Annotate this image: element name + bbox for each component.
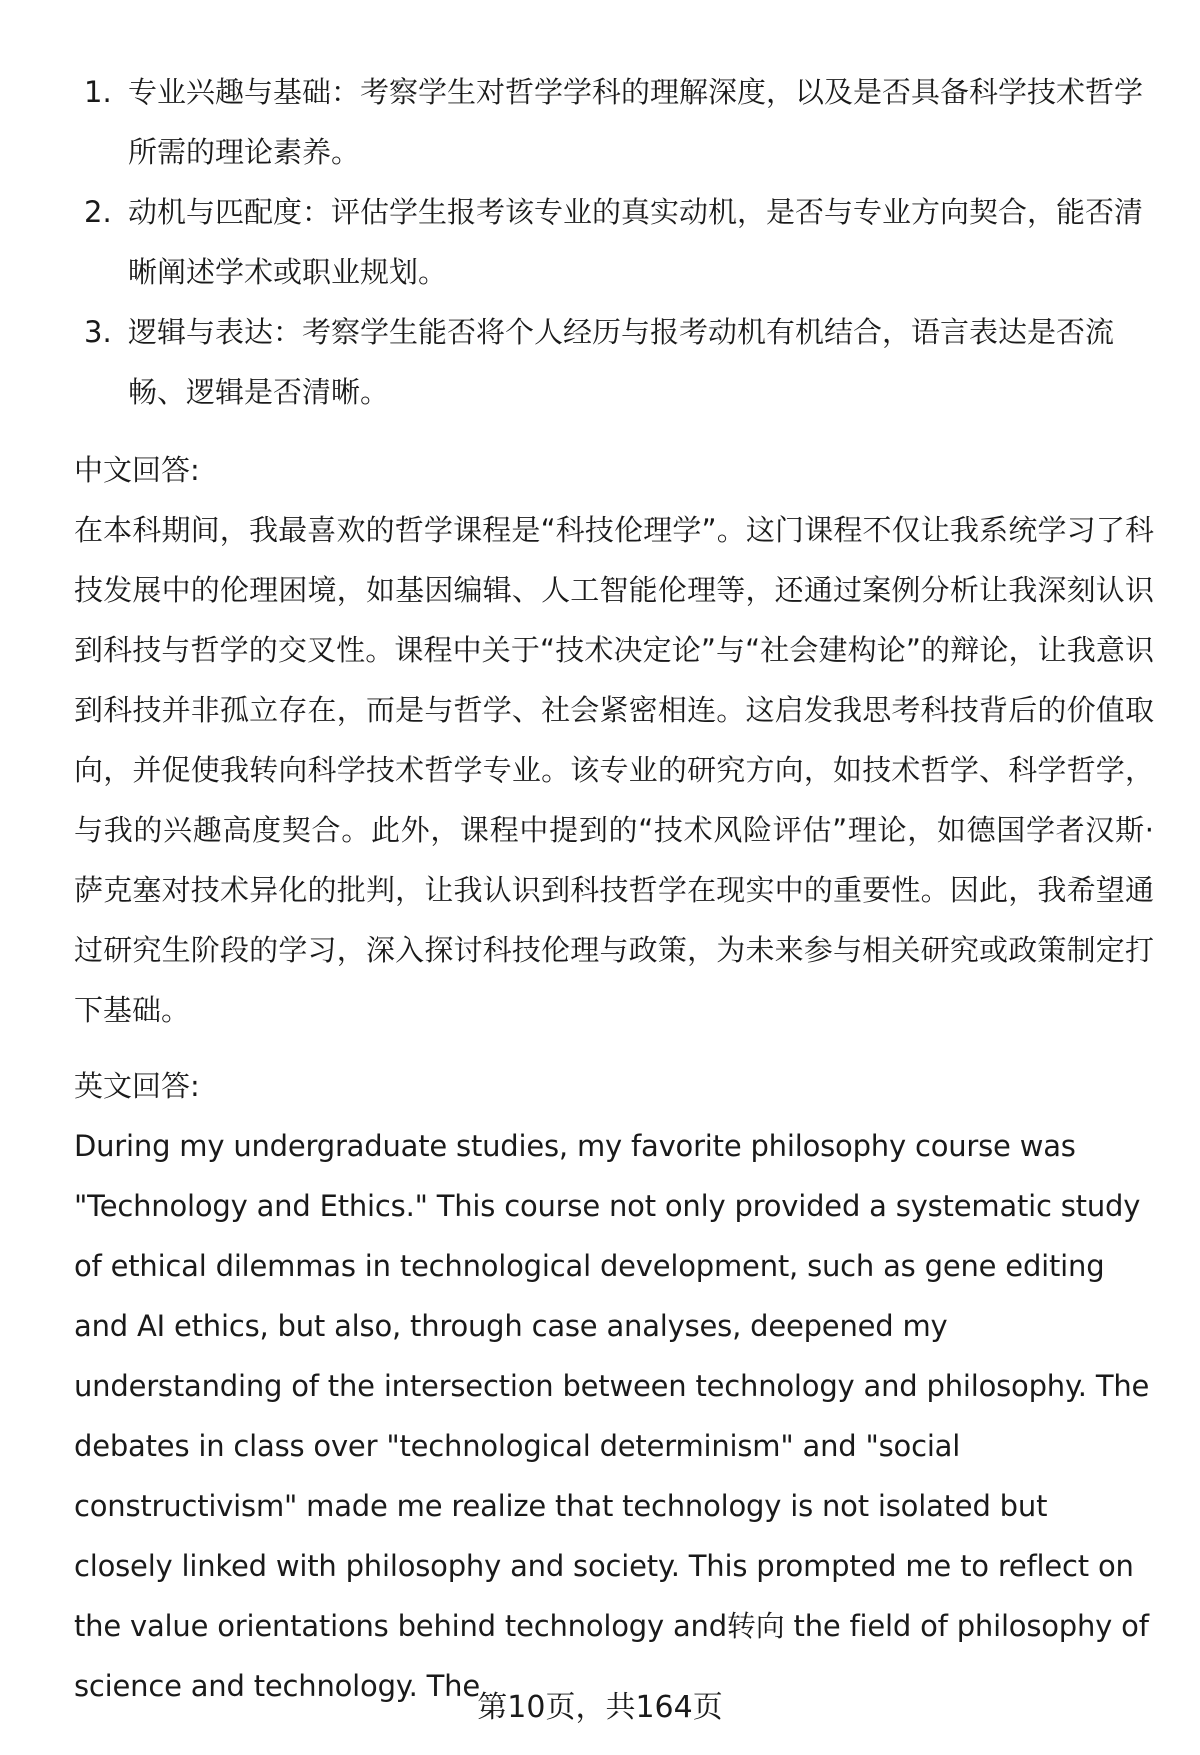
document-content [74, 62, 1154, 1716]
page-number: 第10页，共164页 [477, 1690, 723, 1725]
evaluation-criteria-list [74, 62, 1154, 422]
chinese-answer-text: 在本科期间，我最喜欢的哲学课程是“科技伦理学”。这门课程不仅让我系统学习了科技发展中的伦理困境，如基因编辑、人工智能伦理等，还通过案例分析让我深刻认识到科技与哲学的交叉性。课程中关于“技术决定论”与“社会建构论”的辩论，让我意识到科技并非孤立存在，而是与哲学、社会紧密相连。这启发我思考科技背后的价值取向，并促使我转向科学技术哲学专业。该专业的研究方向，如技术哲学、科学哲学，与我的兴趣高度契合。此外，课程中提到的“技术风险评估”理论，如德国学者汉斯·萨克塞对技术异化的批判，让我认识到科技哲学在现实中的重要性。因此，我希望通过研究生阶段的学习，深入探讨科技伦理与政策，为未来参与相关研究或政策制定打下基础。 [74, 513, 1154, 1027]
criteria-text: 专业兴趣与基础：考察学生对哲学学科的理解深度，以及是否具备科学技术哲学所需的理论素养。 [128, 75, 1144, 169]
criteria-number: 3. [84, 315, 112, 349]
english-answer-label: 英文回答: [74, 1069, 200, 1103]
criteria-text: 动机与匹配度：评估学生报考该专业的真实动机，是否与专业方向契合，能否清晰阐述学术或职业规划。 [128, 195, 1144, 289]
criteria-text: 逻辑与表达：考察学生能否将个人经历与报考动机有机结合，语言表达是否流畅、逻辑是否清晰。 [128, 315, 1115, 409]
english-answer-text: During my undergraduate studies, my favorite philosophy course was "Technology and Ethics." This course not only provided a systematic study of ethical dilemmas in technological development, such as gene editing and AI ethics, but also, through case analyses, deepened my understanding of the intersection between technology and philosophy. The debates in class over "technological determinism" and "social constructivism" made me realize that technology is not isolated but closely linked with philosophy and society. This prompted me to reflect on the value orientations behind technology and转向 the field of philosophy of science and technology. The [74, 1129, 1150, 1703]
criteria-item [74, 62, 1154, 182]
criteria-item [74, 302, 1154, 422]
criteria-item [74, 182, 1154, 302]
chinese-answer-label: 中文回答: [74, 453, 200, 487]
criteria-number: 2. [84, 195, 112, 229]
criteria-number: 1. [84, 75, 112, 109]
